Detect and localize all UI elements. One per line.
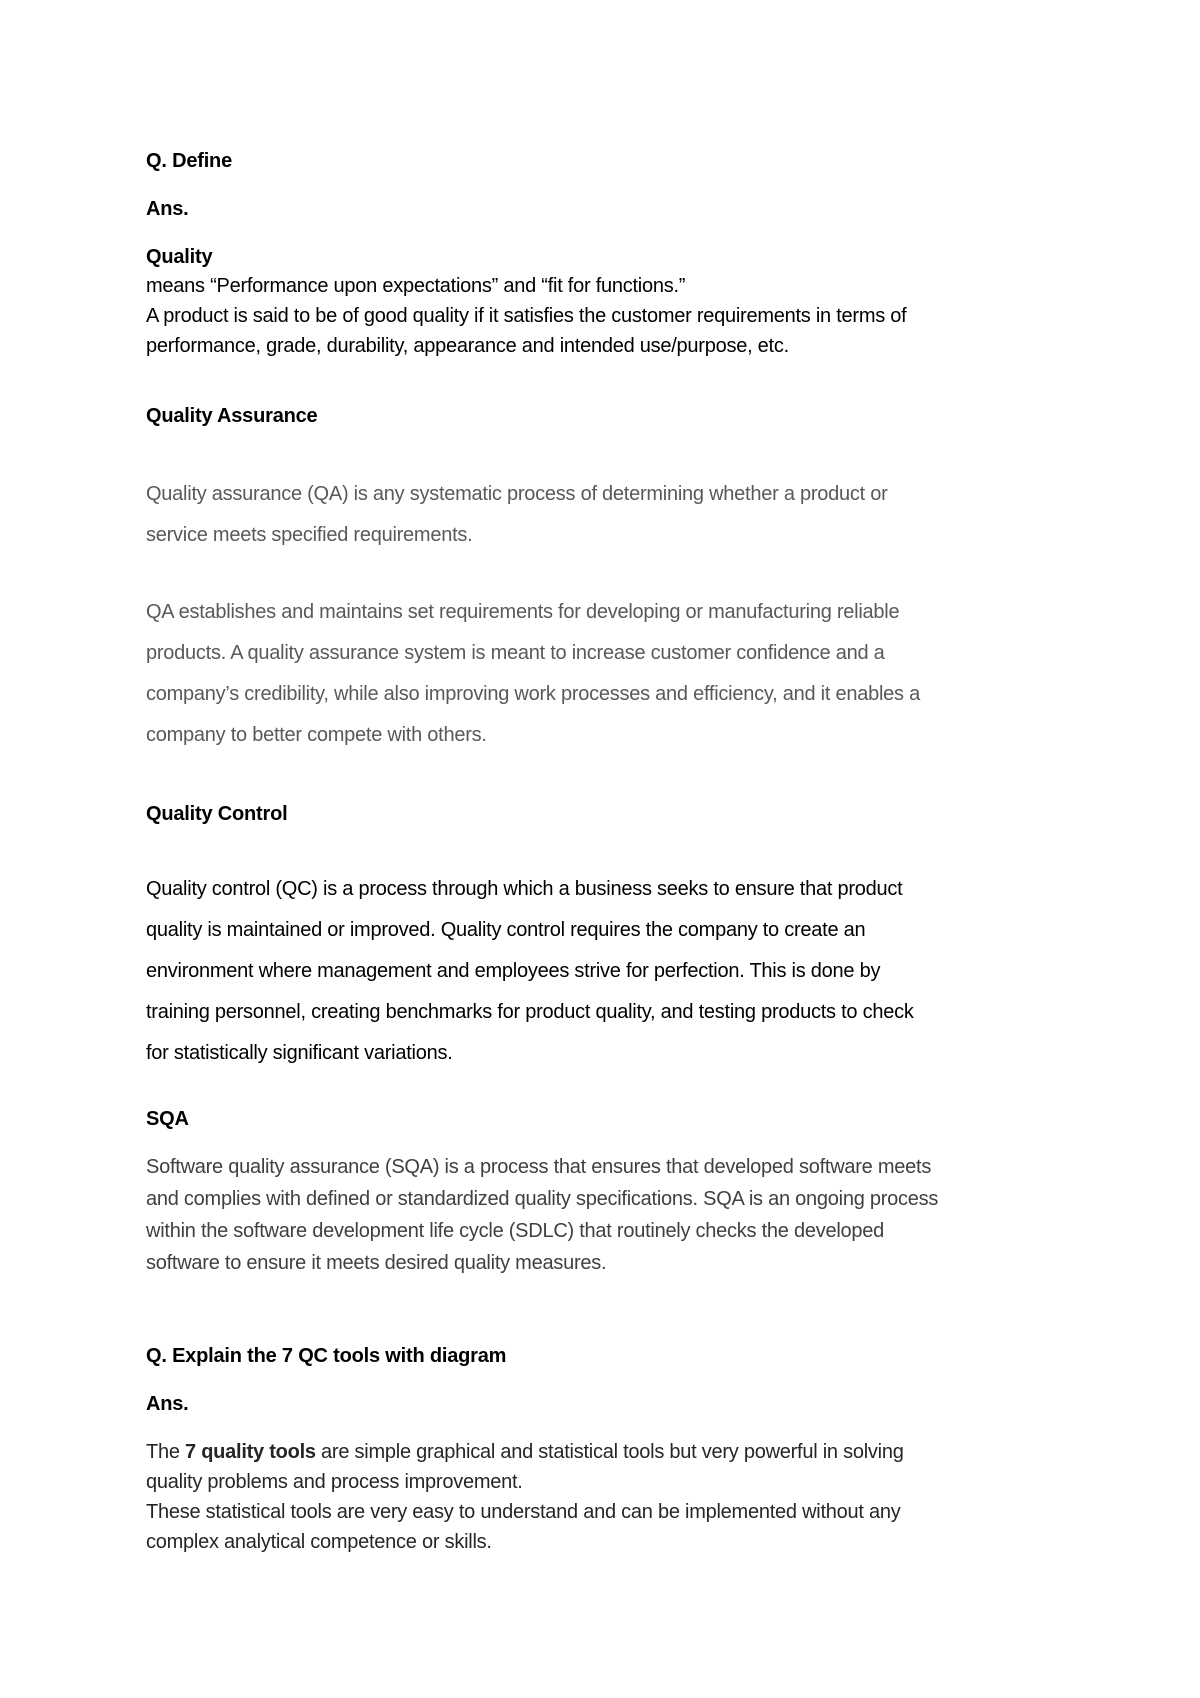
sqa-heading: SQA: [146, 1108, 189, 1130]
quality-heading: Quality: [146, 246, 213, 268]
qa-line: Quality assurance (QA) is any systematic process of determining whether a product or: [146, 483, 888, 505]
seven-quality-tools-term: 7 quality tools: [185, 1441, 316, 1463]
qc-tools-line: complex analytical competence or skills.: [146, 1531, 492, 1553]
quality-control-paragraph: [146, 869, 1066, 1074]
qc-tools-line: quality problems and process improvement.: [146, 1471, 523, 1493]
qa-line: company’s credibility, while also improving work processes and efficiency, and it enables a: [146, 683, 920, 705]
qc-line: for statistically significant variations.: [146, 1042, 453, 1064]
sqa-line: software to ensure it meets desired quality measures.: [146, 1252, 607, 1274]
question-define: Q. Define: [146, 150, 232, 172]
quality-line: A product is said to be of good quality if it satisfies the customer requirements in terms of: [146, 305, 907, 327]
sqa-paragraph: [146, 1151, 1066, 1279]
intro-rest: are simple graphical and statistical tools but very powerful in solving: [315, 1441, 904, 1463]
answer-label: Ans.: [146, 1393, 189, 1415]
qc-tools-paragraph: [146, 1437, 1066, 1557]
qa-line: products. A quality assurance system is meant to increase customer confidence and a: [146, 642, 885, 664]
qc-tools-intro-line: [146, 1437, 1066, 1467]
intro-prefix: The: [146, 1441, 186, 1463]
sqa-line: within the software development life cycle (SDLC) that routinely checks the developed: [146, 1220, 885, 1242]
quality-control-heading: Quality Control: [146, 803, 288, 825]
sqa-line: Software quality assurance (SQA) is a process that ensures that developed software meets: [146, 1156, 932, 1178]
question-qc-tools: Q. Explain the 7 QC tools with diagram: [146, 1345, 507, 1367]
qc-line: quality is maintained or improved. Quality control requires the company to create an: [146, 919, 866, 941]
quality-line: performance, grade, durability, appearance and intended use/purpose, etc.: [146, 335, 789, 357]
sqa-line: and complies with defined or standardized quality specifications. SQA is an ongoing process: [146, 1188, 939, 1210]
qa-line: service meets specified requirements.: [146, 524, 473, 546]
qa-line: QA establishes and maintains set requirements for developing or manufacturing reliable: [146, 601, 900, 623]
quality-line: means “Performance upon expectations” and “fit for functions.”: [146, 275, 686, 297]
quality-assurance-heading: Quality Assurance: [146, 405, 318, 427]
qc-tools-line: These statistical tools are very easy to understand and can be implemented without any: [146, 1501, 901, 1523]
quality-assurance-paragraph-1: [146, 474, 1066, 556]
quality-assurance-paragraph-2: [146, 592, 1066, 756]
qa-line: company to better compete with others.: [146, 724, 487, 746]
quality-paragraph: [146, 271, 1066, 361]
qc-line: Quality control (QC) is a process through which a business seeks to ensure that product: [146, 878, 903, 900]
qc-line: environment where management and employees strive for perfection. This is done by: [146, 960, 881, 982]
qc-line: training personnel, creating benchmarks for product quality, and testing products to check: [146, 1001, 914, 1023]
answer-label: Ans.: [146, 198, 189, 220]
